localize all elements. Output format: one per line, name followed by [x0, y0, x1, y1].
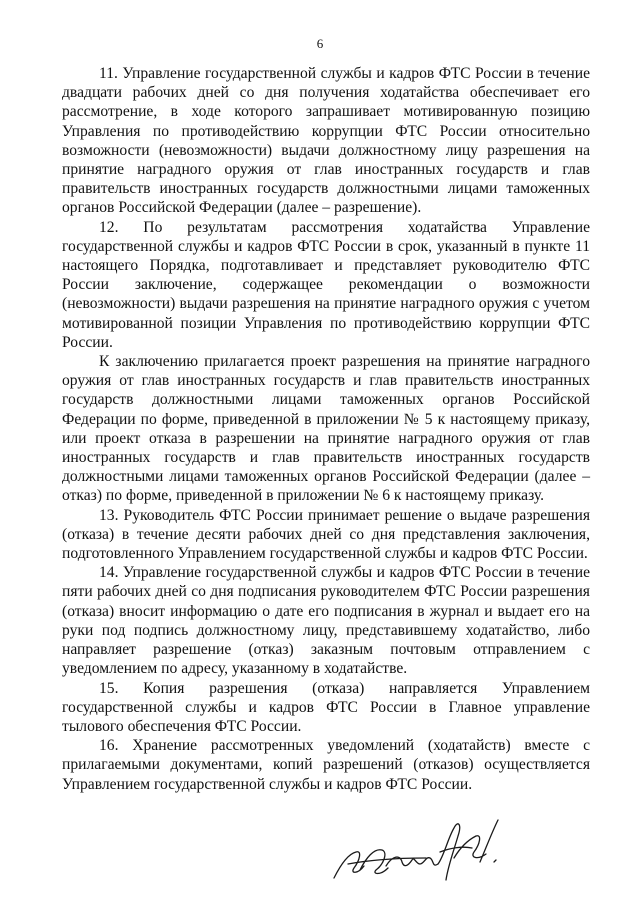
paragraph-13: 13. Руководитель ФТС России принимает решение о выдаче разрешения (отказа) в течение десяти рабочих дней со дня представления заключения, подготовленного Управлением государственной службы и кадров ФТС России. — [62, 506, 590, 563]
paragraph-12-attachment: К заключению прилагается проект разрешения на принятие наградного оружия от глав иностранных государств и глав правительств иностранных государств должностными лицами таможенных органов Российской Федерации по форме, приведенной в приложении № 5 к настоящему приказу, или проект отказа в разрешении на принятие наградного оружия от глав иностранных государств и глав правительств иностранных государств должностными лицами таможенных органов Российской Федерации (далее – отказ) по форме, приведенной в приложении № 6 к настоящему приказу. — [62, 353, 590, 505]
paragraph-16: 16. Хранение рассмотренных уведомлений (ходатайств) вместе с прилагаемыми документами, копий разрешений (отказов) осуществляется Управлением государственной службы и кадров ФТС России. — [62, 737, 590, 793]
document-body — [62, 64, 590, 794]
page-number: 6 — [316, 36, 324, 51]
paragraph-14: 14. Управление государственной службы и кадров ФТС России в течение пяти рабочих дней со дня подписания руководителем ФТС России разрешения (отказа) вносит информацию о дате его подписания в журнал и выдает его на руки под подпись должностному лицу, представившему ходатайство, либо направляет разрешение (отказ) заказным почтовым отправлением с уведомлением по адресу, указанному в ходатайстве. — [62, 564, 590, 678]
handwritten-signature — [330, 808, 510, 888]
paragraph-15: 15. Копия разрешения (отказа) направляется Управлением государственной службы и кадров ФТС России в Главное управление тылового обеспечения ФТС России. — [62, 679, 590, 735]
paragraph-12: 12. По результатам рассмотрения ходатайства Управление государственной службы и кадров ФТС России в срок, указанный в пункте 11 настоящего Порядка, подготавливает и представляет руководителю ФТС России заключение, содержащее рекомендации о возможности (невозможности) выдачи разрешения на принятие наградного оружия с учетом мотивированной позиции Управления по противодействию коррупции ФТС России. — [62, 218, 590, 351]
paragraph-11: 11. Управление государственной службы и кадров ФТС России в течение двадцати рабочих дней со дня получения ходатайства обеспечивает его рассмотрение, в ходе которого запрашивает мотивированную позицию Управления по противодействию коррупции ФТС России относительно возможности (невозможности) выдачи должностному лицу разрешения на принятие наградного оружия от глав иностранных государств и глав правительств иностранных государств должностными лицами таможенных органов Российской Федерации (далее – разрешение). — [62, 65, 590, 217]
